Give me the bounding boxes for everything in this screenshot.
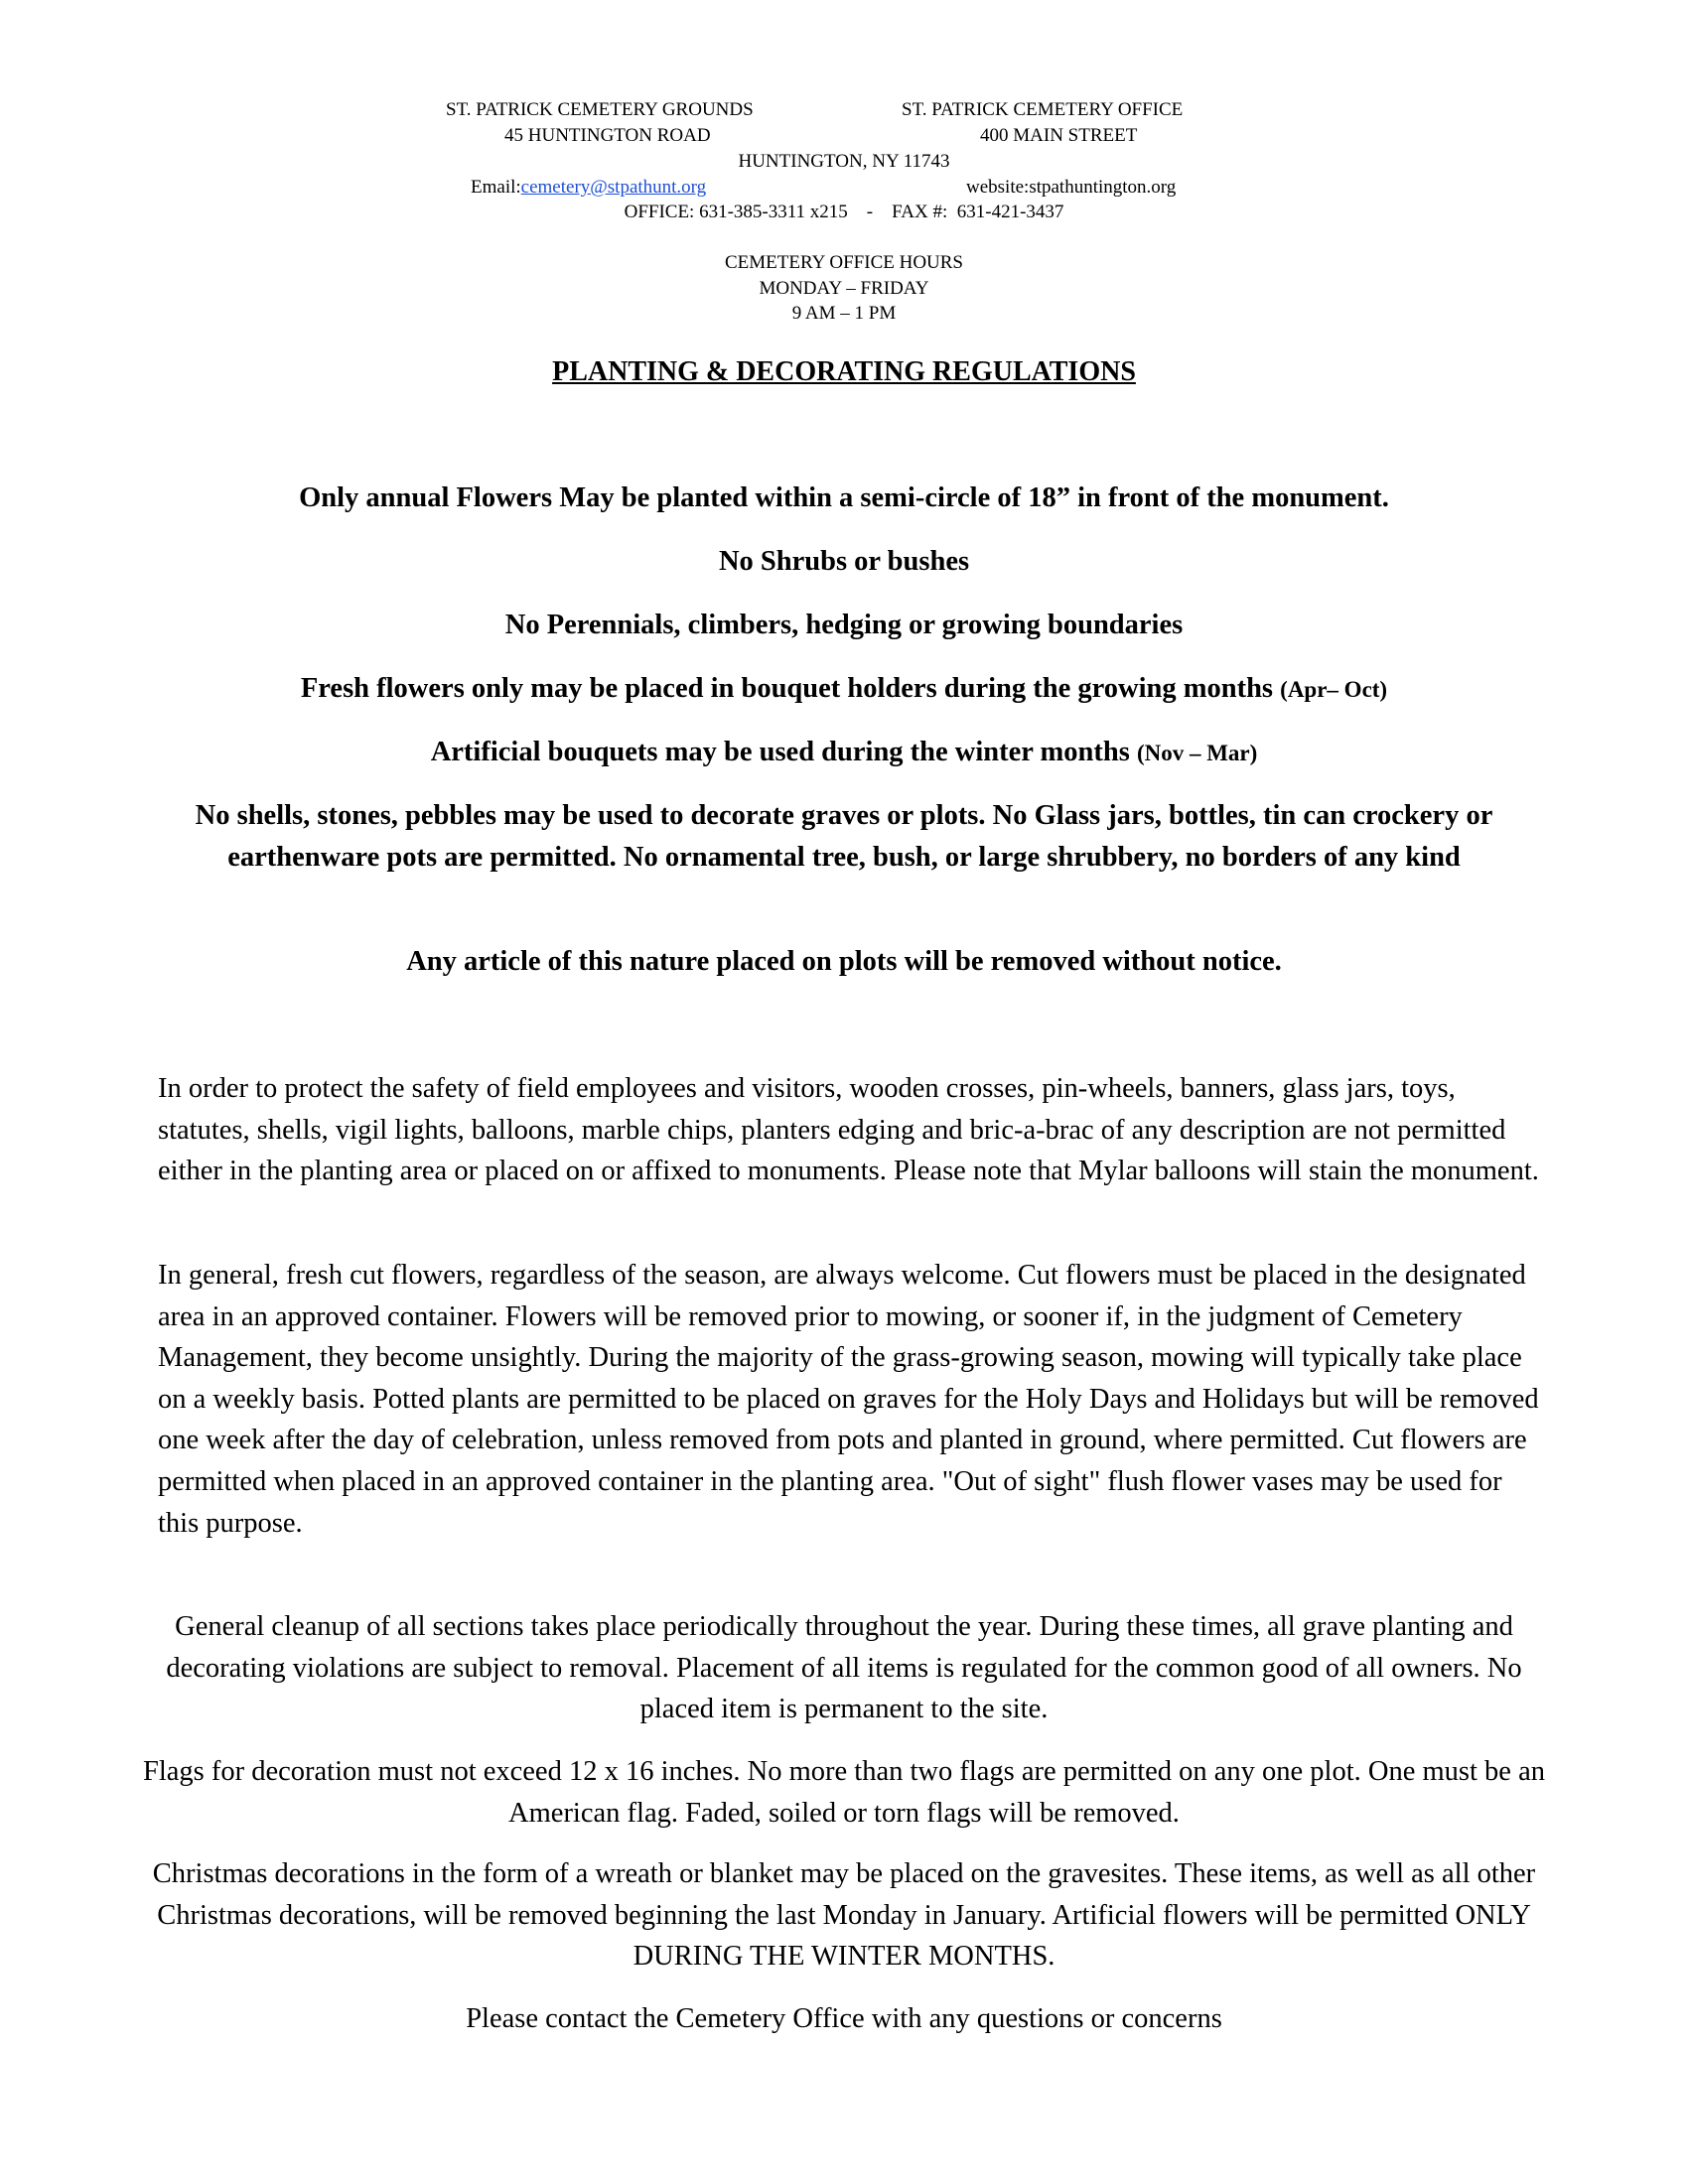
- rule-no-shells: No shells, stones, pebbles may be used to decorate graves or plots. No Glass jars, bottles, tin can crockery or earthenware pots are permitted. No ornamental tree, bush, or large shrubbery, no borders of any kind: [195, 800, 1493, 873]
- website-line: website:stpathuntington.org: [966, 177, 1177, 198]
- rule-fresh-flowers-months: (Apr– Oct): [1280, 677, 1388, 702]
- rule-no-perennials: No Perennials, climbers, hedging or growing boundaries: [504, 610, 1184, 640]
- office-name: ST. PATRICK CEMETERY OFFICE: [902, 99, 1184, 120]
- email-line: [471, 176, 706, 200]
- paragraph-contact: Please contact the Cemetery Office with any questions or concerns: [466, 2003, 1222, 2034]
- hours-time: 9 AM – 1 PM: [791, 303, 897, 324]
- email-link[interactable]: cemetery@stpathunt.org: [520, 177, 707, 198]
- paragraph-christmas: Christmas decorations in the form of a wreath or blanket may be placed on the gravesites. These items, as well as all other Christmas decorations, will be removed beginning the last Monday in January. Artificial flowers will be permitted ONLY DURING THE WINTER MONTHS.: [152, 1858, 1536, 1973]
- rule-artificial-bouquets: [139, 732, 1549, 774]
- paragraph-cleanup: General cleanup of all sections takes place periodically throughout the year. During these times, all grave planting and decorating violations are subject to removal. Placement of all items is regulated for the common good of all owners. No placed item is permanent to the site.: [166, 1611, 1522, 1725]
- paragraph-safety: In order to protect the safety of field employees and visitors, wooden crosses, pin-wheels, banners, glass jars, toys, statutes, shells, vigil lights, balloons, marble chips, planters edging and bric-a-brac of any description are not permitted either in the planting area or placed on or affixed to monuments. Please note that Mylar balloons will stain the monument.: [158, 1073, 1539, 1187]
- rule-removed-notice: Any article of this nature placed on plots will be removed without notice.: [406, 946, 1282, 977]
- rule-fresh-flowers-text: Fresh flowers only may be placed in bouquet holders during the growing months: [300, 673, 1274, 704]
- rule-annual-flowers: Only annual Flowers May be planted within a semi-circle of 18” in front of the monument.: [299, 482, 1389, 513]
- hours-days: MONDAY – FRIDAY: [759, 278, 929, 299]
- hours-title: CEMETERY OFFICE HOURS: [725, 252, 963, 273]
- rule-fresh-flowers: [139, 668, 1549, 711]
- paragraph-cut-flowers: In general, fresh cut flowers, regardless of the season, are always welcome. Cut flowers must be placed in the designated area in an approved container. Flowers will be removed prior to mowing, or sooner if, in the judgment of Cemetery Management, they become unsightly. During the majority of the grass-growing season, mowing will typically take place on a weekly basis. Potted plants are permitted to be placed on graves for the Holy Days and Holidays but will be removed one week after the day of celebration, unless removed from pots and planted in ground, where permitted. Cut flowers are permitted when placed in an approved container in the planting area. "Out of sight" flush flower vases may be used for this purpose.: [158, 1260, 1539, 1539]
- rule-no-shrubs: No Shrubs or bushes: [718, 546, 970, 577]
- rule-artificial-bouquets-months: (Nov – Mar): [1136, 741, 1258, 765]
- email-label: Email:: [471, 177, 521, 198]
- city-line: HUNTINGTON, NY 11743: [738, 151, 950, 172]
- page-title: PLANTING & DECORATING REGULATIONS: [552, 356, 1136, 387]
- office-address: 400 MAIN STREET: [980, 125, 1138, 146]
- grounds-name: ST. PATRICK CEMETERY GROUNDS: [446, 99, 754, 120]
- rule-artificial-bouquets-text: Artificial bouquets may be used during the winter months: [430, 737, 1130, 767]
- grounds-address: 45 HUNTINGTON ROAD: [504, 125, 711, 146]
- paragraph-flags: Flags for decoration must not exceed 12 x 16 inches. No more than two flags are permitted on any one plot. One must be an American flag. Faded, soiled or torn flags will be removed.: [143, 1756, 1545, 1829]
- phone-fax-line: OFFICE: 631-385-3311 x215 - FAX #: 631-421-3437: [624, 202, 1064, 222]
